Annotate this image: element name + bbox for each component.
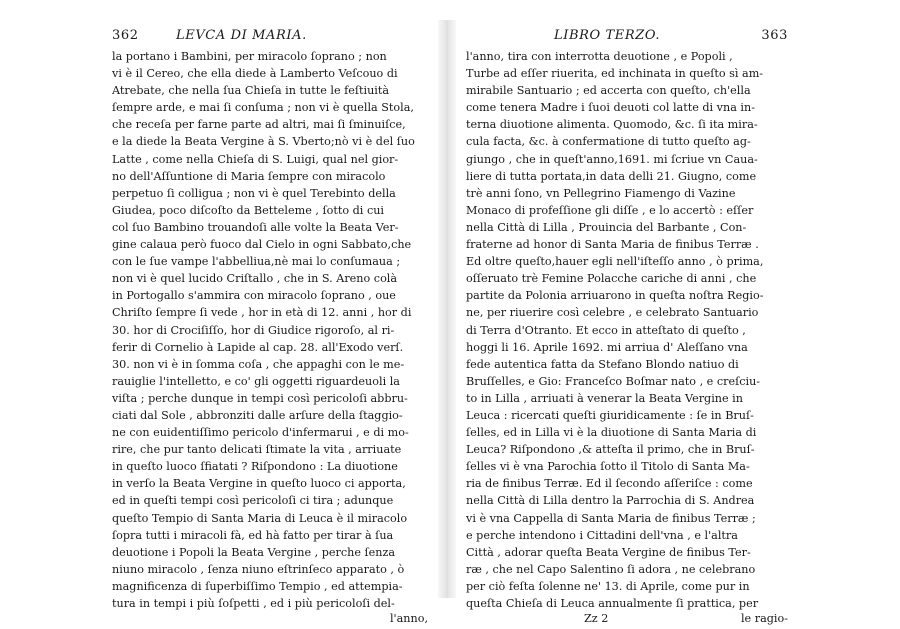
right-text-line: Turbe ad eſſer riuerita, ed inchinata in queſto sì am- xyxy=(466,67,764,81)
right-text-line: ſelles, ed in Lilla vi è la diuotione di Santa Maria di xyxy=(466,426,757,440)
right-text-line: ria de finibus Terræ. Ed il ſecondo aſſeriſce : come xyxy=(466,477,753,491)
right-text-line: partite da Polonia arriuarono in queſta noſtra Regio- xyxy=(466,289,764,303)
right-page-number: 363 xyxy=(761,28,788,43)
left-text-line: queſto Tempio di Santa Maria di Leuca è il miracolo xyxy=(112,511,408,525)
right-text-line: fede autentica fatta da Stefano Blondo natiuo di xyxy=(466,357,739,371)
left-text-line: che receſa per farne parte ad altri, mai ſi ſminuiſce, xyxy=(112,118,406,132)
left-text-line: Chriſto ſempre ſi vede , hor in età di 12. anni , hor di xyxy=(112,306,412,320)
book-gutter xyxy=(438,20,456,598)
left-text-line: no dell'Aſſuntione di Maria ſempre con miracolo xyxy=(112,169,386,183)
left-text-line: Latte , come nella Chieſa di S. Luigi, qual nel gior- xyxy=(112,152,399,166)
left-running-head xyxy=(112,28,428,44)
right-running-head xyxy=(466,28,788,44)
left-text-line: in Portogallo s'ammira con miracolo ſoprano , oue xyxy=(112,289,396,303)
right-catchword: le ragio- xyxy=(740,612,788,626)
right-text-line: terna diuotione alimenta. Quomodo, &c. ſi ita mira- xyxy=(466,118,758,132)
left-text-line: rire, che pur tanto delicati ſtimate la vita , arriuate xyxy=(112,443,402,457)
left-text-line: tura in tempi i più ſoſpetti , ed i più pericoloſi del- xyxy=(112,597,395,610)
left-text-line: con le ſue vampe l'abbelliua,nè mai lo conſumaua ; xyxy=(112,255,401,269)
left-text-line: ſempre arde, e mai ſi conſuma ; non vi è quella Stola, xyxy=(112,101,414,115)
right-text-line: di Terra d'Otranto. Et ecco in atteſtato di queſto , xyxy=(466,323,746,337)
left-text-line: Giudea, poco diſcoſto da Betteleme , ſotto di cui xyxy=(112,203,384,217)
right-text-line: to in Lilla , arriuati à venerar la Beata Vergine in xyxy=(466,391,743,405)
right-text-line: giungo , che in queſt'anno,1691. mi ſcriue vn Caua- xyxy=(466,152,758,166)
right-text-line: ſelles vi è vna Parochia ſotto il Titolo di Santa Ma- xyxy=(466,460,750,474)
left-text-line: ne con euidentiſſimo pericolo d'infermarui , e di mo- xyxy=(112,426,409,440)
left-text-line: deuotione i Popoli la Beata Vergine , perche ſenza xyxy=(112,545,396,559)
right-page xyxy=(466,28,788,626)
right-text-line: Leuca : ricercati queſti giuridicamente : ſe in Bruſ- xyxy=(466,408,754,422)
right-text-line: queſta Chieſa di Leuca annualmente ſi prattica, per xyxy=(466,597,759,610)
left-text-line: 30. hor di Crociſiſſo, hor di Giudice rigoroſo, al ri- xyxy=(112,323,395,337)
left-text-line: col ſuo Bambino trouandoſi alle volte la Beata Ver- xyxy=(112,220,399,234)
left-text-line: gine calaua però fuoco dal Cielo in ogni Sabbato,che xyxy=(112,238,412,252)
left-page xyxy=(112,28,428,626)
right-signature-mark: Zz 2 xyxy=(584,612,609,626)
right-text-line: l'anno, tira con interrotta deuotione , e Popoli , xyxy=(466,50,733,63)
right-text-line: nella Città di Lilla , Prouincia del Barbante , Con- xyxy=(466,220,747,234)
right-text-block xyxy=(466,48,788,612)
right-text-line: oſſeruato trè Femine Polacche cariche di anni , che xyxy=(466,272,757,286)
right-text-line: fraterne ad honor di Santa Maria de finibus Terræ . xyxy=(466,238,759,252)
right-text-line: ne, per riuerire così celebre , e celebrato Santuario xyxy=(466,306,759,320)
left-text-line: non vi è quel lucido Criſtallo , che in S. Areno colà xyxy=(112,272,398,286)
right-text-line: liere di tutta portata,in data delli 21. Giugno, come xyxy=(466,169,757,183)
right-text-line: Monaco di profeſſione gli diſſe , e lo accertò : eſſer xyxy=(466,203,754,217)
right-text-line: Città , adorar queſta Beata Vergine de finibus Ter- xyxy=(466,545,751,559)
left-text-line: rauiglie l'intelletto, e co' gli oggetti riguardeuoli la xyxy=(112,374,400,388)
left-text-line: viſta ; perche dunque in tempi così pericoloſi abbru- xyxy=(112,391,408,405)
right-text-line: mirabile Santuario ; ed accerta con queſto, ch'ella xyxy=(466,84,751,98)
right-text-line: Bruſſelles, e Gio: Franceſco Boſmar nato , e creſciu- xyxy=(466,374,761,388)
right-text-line: per ciò feſta ſolenne ne' 13. di Aprile, come pur in xyxy=(466,579,750,593)
left-footer xyxy=(112,612,428,629)
right-text-line: cula facta, &c. à confermatione di tutto queſto ag- xyxy=(466,135,751,149)
right-text-line: come tenera Madre i ſuoi deuoti col latte di vna in- xyxy=(466,101,755,115)
left-catchword: l'anno, xyxy=(389,612,428,626)
left-text-line: vi è il Cereo, che ella diede à Lamberto Veſcouo di xyxy=(112,67,398,81)
right-text-line: Leuca? Riſpondono ,& atteſta il primo, che in Bruſ- xyxy=(466,443,755,457)
left-text-line: la portano i Bambini, per miracolo ſoprano ; non xyxy=(112,50,387,63)
right-text-line: vi è vna Cappella di Santa Maria de finibus Terræ ; xyxy=(466,511,756,525)
left-text-line: Atrebate, che nella ſua Chieſa in tutte le feſtiuità xyxy=(112,84,390,98)
left-text-line: perpetuo ſi colligua ; non vi è quel Terebinto della xyxy=(112,186,396,200)
left-text-line: e la diede la Beata Vergine à S. Vberto;nò vi è del ſuo xyxy=(112,135,415,149)
right-running-title: LIBRO TERZO. xyxy=(554,28,661,43)
left-text-line: in verſo la Beata Vergine in queſto luoco ci apporta, xyxy=(112,477,406,491)
left-text-line: ed in queſti tempi così pericoloſi ci tira ; adunque xyxy=(112,494,394,508)
left-text-line: ferir di Cornelio à Lapide al cap. 28. all'Exodo verſ. xyxy=(112,340,404,354)
right-text-line: ræ , che nel Capo Salentino ſi adora , ne celebrano xyxy=(466,562,756,576)
right-text-line: Ed oltre queſto,hauer egli nell'iſteſſo anno , ò prima, xyxy=(466,255,764,269)
right-text-line: hoggi li 16. Aprile 1692. mi arriua d' Aleſſano vna xyxy=(466,340,748,354)
left-text-line: in queſto luoco ſfiatati ? Riſpondono : La diuotione xyxy=(112,460,398,474)
right-text-line: nella Città di Lilla dentro la Parrochia di S. Andrea xyxy=(466,494,755,508)
left-text-block xyxy=(112,48,428,612)
right-text-line: e perche intendono i Cittadini dell'vna , e l'altra xyxy=(466,528,738,542)
left-text-line: ciati dal Sole , abbronziti dalle arſure della ſtaggio- xyxy=(112,408,403,422)
left-text-line: ſopra tutti i miracoli fà, ed hà fatto per tirar à ſua xyxy=(112,528,394,542)
left-running-title: LEVCA DI MARIA. xyxy=(176,28,307,43)
right-footer xyxy=(466,612,788,629)
left-page-number: 362 xyxy=(112,28,139,43)
left-text-line: 30. non vi è in ſomma coſa , che appaghi con le me- xyxy=(112,357,405,371)
right-text-line: trè anni ſono, vn Pellegrino Fiamengo di Vazine xyxy=(466,186,736,200)
left-text-line: magnificenza di ſuperbiſſimo Tempio , ed attempia- xyxy=(112,579,403,593)
left-text-line: niuno miracolo , ſenza niuno eſtrinſeco apparato , ò xyxy=(112,562,405,576)
